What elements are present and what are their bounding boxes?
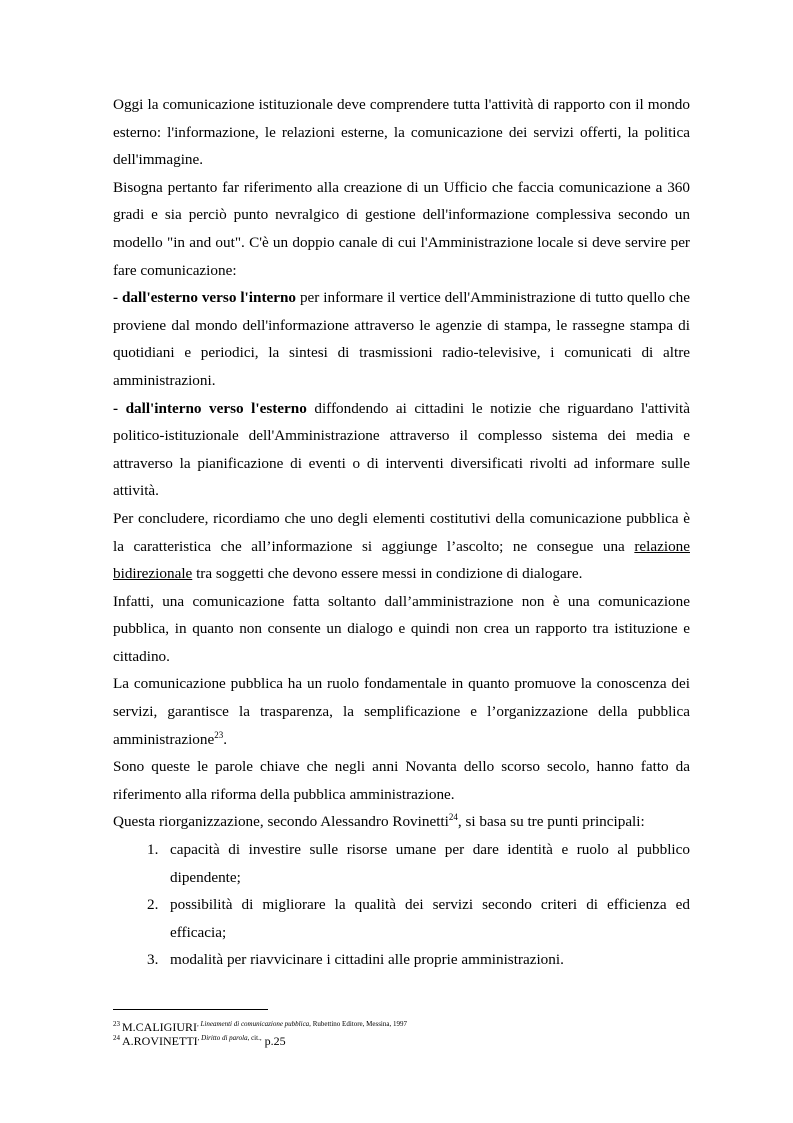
body-text <box>113 91 690 974</box>
underlined-text: relazione bidirezionale <box>113 537 690 583</box>
list-number: 1. <box>147 841 159 859</box>
paragraph <box>113 808 690 836</box>
paragraph <box>113 284 690 394</box>
paragraph: Sono queste le parole chiave che negli anni Novanta dello scorso secolo, hanno fatto da riferimento alla riforma della pubblica amministrazione. <box>113 758 690 803</box>
paragraph: Bisogna pertanto far riferimento alla creazione di un Ufficio che faccia comunicazione a 360 gradi e sia perciò punto nevralgico di gestione dell'informazione complessiva secondo un modello "in and out". C'è un doppio canale di cui l'Amministrazione locale si deve servire per fare comunicazione: <box>113 178 690 279</box>
paragraph-text: , si basa su tre punti principali: <box>457 813 645 831</box>
list-number: 2. <box>147 896 159 914</box>
paragraph-text: diffondendo ai cittadini le notizie che riguardano l'attività politico-istituzionale dell'Amministrazione attraverso il complesso sistema dei media e attraverso la pianificazione di eventi o di interventi diversificati rivolti ad informare sulle attività. <box>113 399 690 500</box>
paragraph-text: Questa riorganizzazione, secondo Alessandro Rovinetti <box>113 813 449 831</box>
footnote-24 <box>113 1031 286 1048</box>
bold-heading: - dall'esterno verso l'interno <box>113 289 297 307</box>
footnote-number: 23 <box>113 1020 120 1028</box>
list-item <box>113 891 690 946</box>
footnote-cit: , cit., <box>247 1034 262 1042</box>
list-item-text: capacità di investire sulle risorse umane per dare identità e ruolo al pubblico dipendente; <box>170 841 690 886</box>
paragraph <box>113 505 690 588</box>
footnote-title: Lineamenti di comunicazione pubblica, <box>200 1020 311 1028</box>
paragraph-text: Per concludere, ricordiamo che uno degli elementi costitutivi della comunicazione pubblica è la caratteristica che all’informazione si aggiunge l’ascolto; ne consegue una <box>113 509 690 555</box>
list-item-text: possibilità di migliorare la qualità dei servizi secondo criteri di efficienza ed efficacia; <box>170 896 690 941</box>
paragraph-text: tra soggetti che devono essere messi in condizione di dialogare. <box>192 565 583 583</box>
footnote-author: M.CALIGIURI <box>122 1020 197 1034</box>
paragraph <box>113 395 690 505</box>
list-item <box>113 946 690 974</box>
list-number: 3. <box>147 951 159 969</box>
footnote-separator-text: , <box>197 1034 202 1042</box>
paragraph: Infatti, una comunicazione fatta soltanto dall’amministrazione non è una comunicazione pubblica, in quanto non consente un dialogo e quindi non crea un rapporto tra istituzione e cittadino. <box>113 592 690 665</box>
footnote-separator-text: , <box>197 1020 201 1028</box>
footnote-author: A.ROVINETTI <box>122 1034 198 1048</box>
bold-heading: - dall'interno verso l'esterno <box>113 399 307 417</box>
paragraph-text: La comunicazione pubblica ha un ruolo fondamentale in quanto promuove la conoscenza dei servizi, garantisce la trasparenza, la semplificazione e l’organizzazione della pubblica amministrazione <box>113 675 690 748</box>
paragraph-text: per informare il vertice dell'Amministrazione di tutto quello che proviene dal mondo dell'informazione attraverso le agenzie di stampa, le rassegne stampa di quotidiani e periodici, la sintesi di trasmissioni radio-televisive, i comunicati di altre amministrazioni. <box>113 289 690 389</box>
footnote-title: Diritto di parola <box>201 1034 248 1042</box>
paragraph-text: . <box>223 730 228 748</box>
footnote-publisher: Rubettino Editore, Messina, 1997 <box>310 1020 407 1028</box>
footnote-ref-24[interactable]: 24 <box>448 812 458 823</box>
footnote-number: 24 <box>113 1034 120 1042</box>
footnote-ref-23[interactable]: 23 <box>214 729 224 740</box>
paragraph: Oggi la comunicazione istituzionale deve comprendere tutta l'attività di rapporto con il mondo esterno: l'informazione, le relazioni esterne, la comunicazione dei servizi offerti, la politica dell'immagine. <box>113 96 690 169</box>
footnote-separator <box>113 1009 268 1010</box>
footnote-page: p.25 <box>261 1034 286 1048</box>
numbered-list <box>113 836 690 974</box>
paragraph <box>113 670 690 753</box>
list-item <box>113 836 690 891</box>
list-item-text: modalità per riavvicinare i cittadini alle proprie amministrazioni. <box>170 951 564 969</box>
